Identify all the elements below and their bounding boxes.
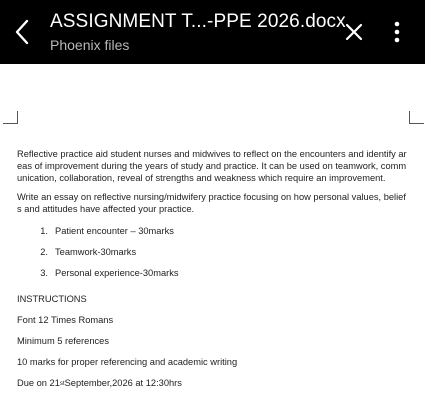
instructions-heading: INSTRUCTIONS	[17, 294, 87, 305]
document-body	[17, 148, 409, 394]
back-button[interactable]	[8, 16, 36, 48]
list-text: Personal experience-30marks	[55, 268, 179, 279]
paragraph-intro: Reflective practice aid student nurses and midwives to reflect on the encounters and identify areas of improvement during the years of study and practice. It can be used on teamwork, communication, collaboration, reveal of strengths and weakness which require an improvement.	[17, 149, 407, 184]
more-options-button[interactable]	[386, 16, 408, 48]
font-instruction: Font 12 Times Romans	[17, 315, 114, 326]
due-prefix: Due on 21	[17, 378, 60, 389]
marks-instruction: 10 marks for proper referencing and academic writing	[17, 357, 238, 368]
margin-marker-right	[409, 111, 424, 124]
list-text: Patient encounter – 30marks	[55, 226, 174, 237]
document-title: ASSIGNMENT T...-PPE 2026.docx	[50, 11, 346, 32]
due-suffix: September,2026 at 12:30hrs	[64, 378, 182, 389]
chevron-left-icon	[13, 18, 31, 46]
document-viewer[interactable]	[0, 64, 425, 408]
app-bar	[0, 0, 425, 64]
paragraph-task: Write an essay on reflective nursing/midwifery practice focusing on how personal values, beliefs and attitudes have affected your practice.	[17, 191, 406, 214]
margin-marker-left	[3, 111, 18, 124]
list-text: Teamwork-30marks	[55, 247, 137, 258]
references-instruction: Minimum 5 references	[17, 336, 109, 347]
marks-list	[17, 221, 409, 284]
list-number: 3.	[40, 268, 48, 279]
close-icon	[344, 22, 364, 42]
close-button[interactable]	[340, 18, 368, 46]
list-item	[17, 221, 409, 242]
list-number: 2.	[40, 247, 48, 258]
list-item	[17, 263, 409, 284]
list-number: 1.	[40, 226, 48, 237]
list-item	[17, 242, 409, 263]
due-date: Due on 21 st September,2026 at 12:30hrs	[17, 378, 182, 389]
document-source: Phoenix files	[50, 37, 130, 53]
more-vertical-icon	[394, 20, 400, 44]
